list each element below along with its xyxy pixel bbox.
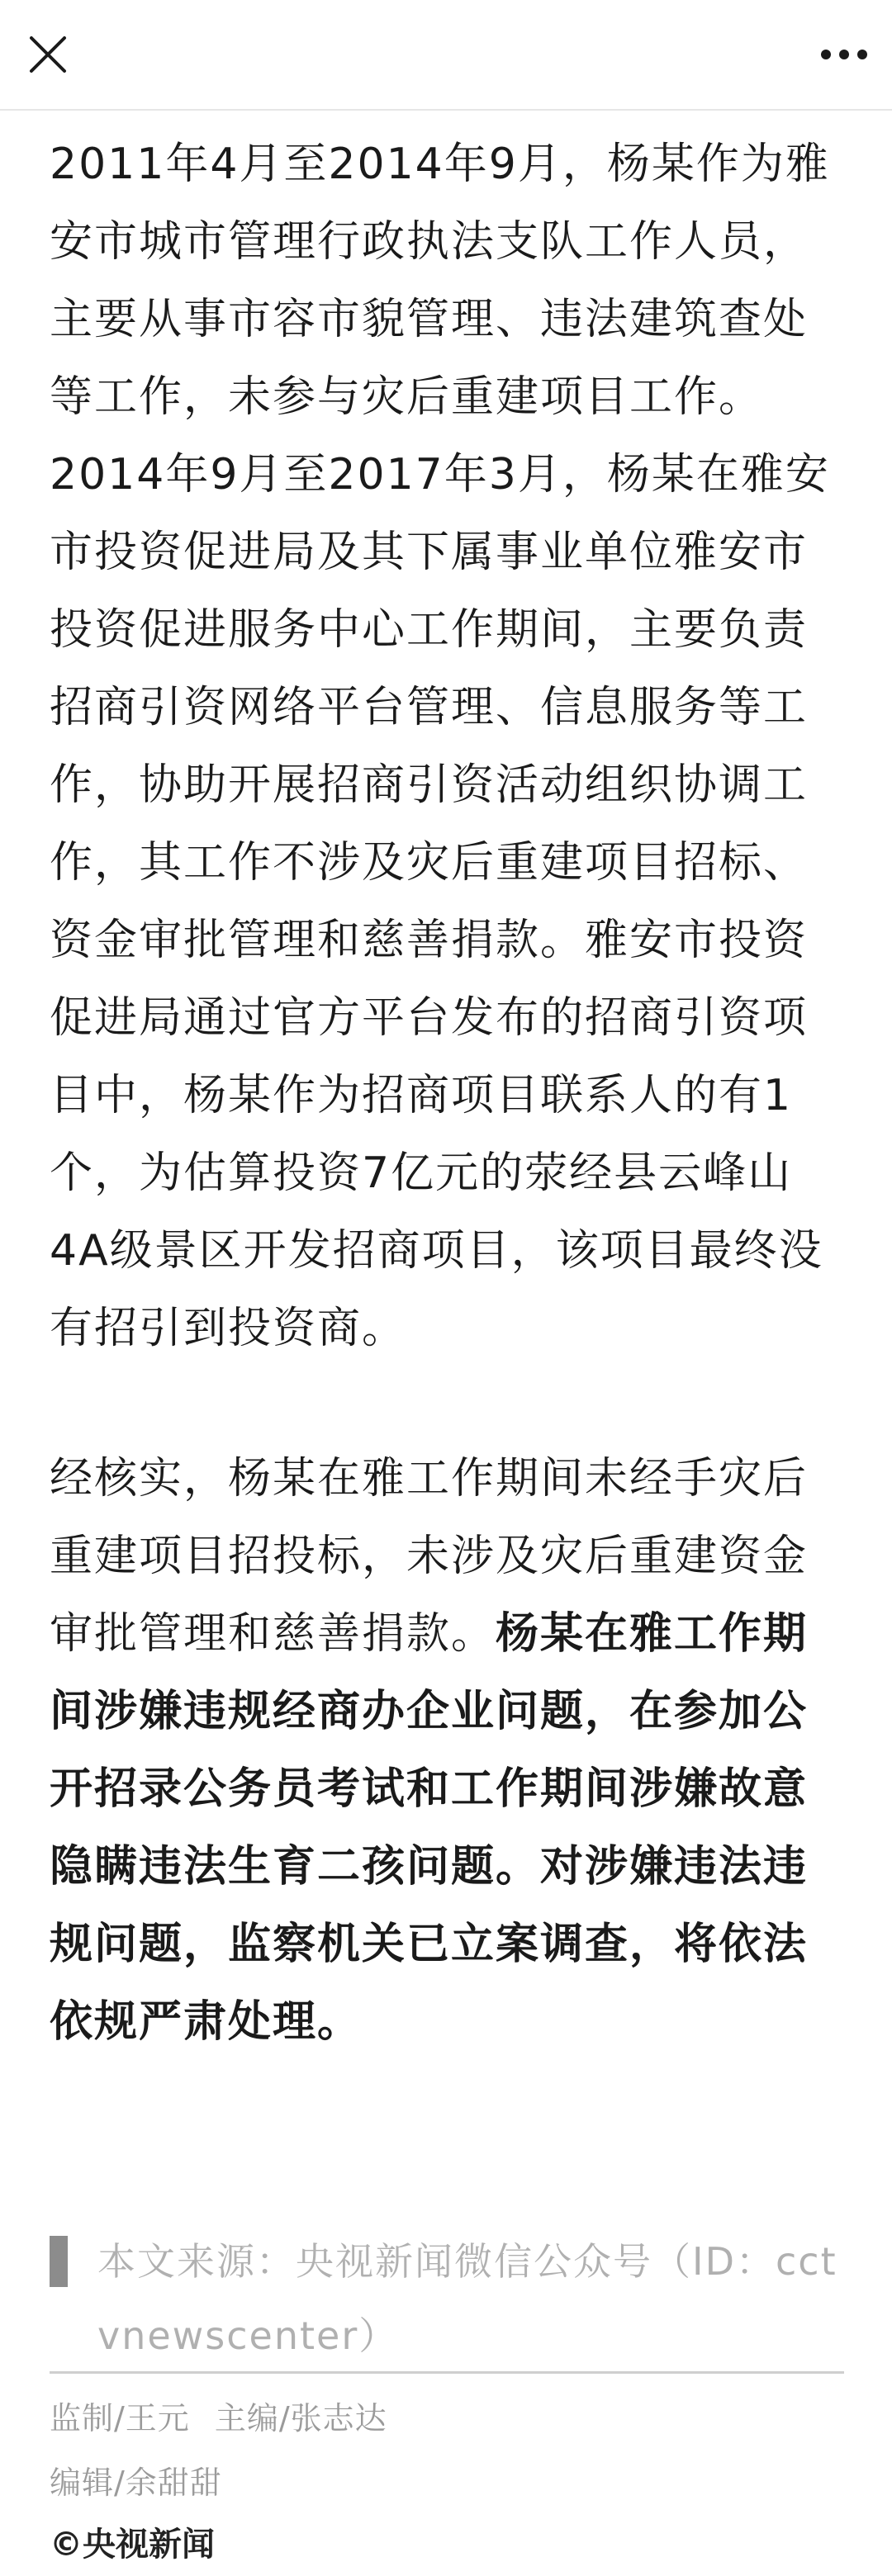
article-paragraph-2 bbox=[50, 1440, 847, 2061]
article-paragraph-1: 2011年4月至2014年9月，杨某作为雅安市城市管理行政执法支队工作人员，主要从事市容市貌管理、违法建筑查处等工作，未参与灾后重建项目工作。2014年9月至2017年3月，杨某在雅安市投资促进局及其下属事业单位雅安市投资促进服务中心工作期间，主要负责招商引资网络平台管理、信息服务等工作，协助开展招商引资活动组织协调工作，其工作不涉及灾后重建项目招标、资金审批管理和慈善捐款。雅安市投资促进局通过官方平台发布的招商引资项目中，杨某作为招商项目联系人的有1个，为估算投资7亿元的荥经县云峰山4A级景区开发招商项目，该项目最终没有招引到投资商。 bbox=[50, 140, 830, 1353]
source-quote-bar bbox=[50, 2236, 68, 2287]
divider bbox=[50, 2371, 844, 2374]
source-block bbox=[50, 2224, 844, 2373]
close-icon bbox=[28, 35, 68, 74]
copyright-text: ©央视新闻 bbox=[50, 2526, 215, 2564]
credits-row-1 bbox=[50, 2386, 387, 2451]
more-options-icon bbox=[819, 48, 869, 61]
credits bbox=[50, 2386, 387, 2515]
paragraph-2-normal-text: 经核实，杨某在雅工作期间未经手灾后重建项目招投标，未涉及灾后重建资金审批管理和慈善捐款。 bbox=[50, 1454, 809, 1659]
article-body bbox=[50, 125, 847, 2061]
more-options-button[interactable] bbox=[814, 25, 874, 84]
top-bar bbox=[0, 0, 892, 111]
source-text: 本文来源：央视新闻微信公众号（ID：cctvnewscenter） bbox=[97, 2239, 837, 2358]
close-button[interactable] bbox=[18, 25, 78, 84]
paragraph-spacer bbox=[50, 1367, 847, 1440]
paragraph-2-bold-text: 杨某在雅工作期间涉嫌违规经商办企业问题，在参加公开招录公务员考试和工作期间涉嫌故意隐瞒违法生育二孩问题。对涉嫌违法违规问题，监察机关已立案调查，将依法依规严肃处理。 bbox=[50, 1609, 809, 2047]
source-line bbox=[50, 2224, 844, 2373]
chief-editor-credit: 主编/张志达 bbox=[214, 2400, 387, 2436]
editor-credit: 编辑/余甜甜 bbox=[50, 2465, 222, 2501]
supervisor-credit: 监制/王元 bbox=[50, 2400, 190, 2436]
credits-row-2 bbox=[50, 2451, 387, 2515]
